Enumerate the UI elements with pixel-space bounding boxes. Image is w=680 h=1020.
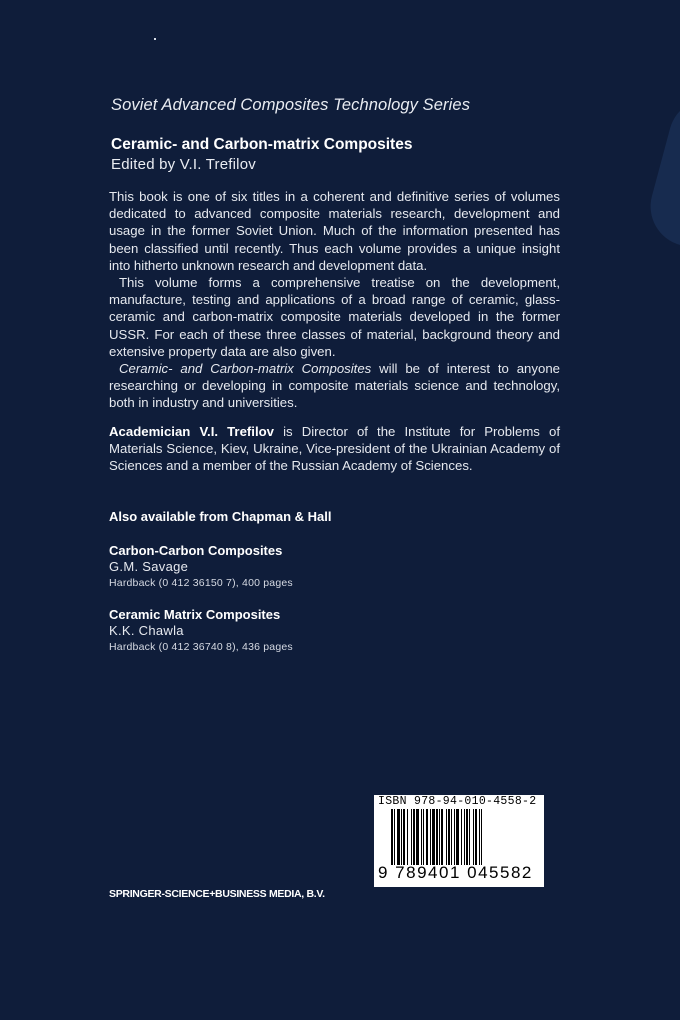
decorative-edge-shape xyxy=(642,90,680,250)
barcode-bar xyxy=(426,809,428,865)
related-book-title: Carbon-Carbon Composites xyxy=(109,543,283,558)
also-available-heading: Also available from Chapman & Hall xyxy=(109,509,332,524)
barcode-bar xyxy=(421,809,422,865)
barcode-bar xyxy=(454,809,455,865)
barcode-bar xyxy=(436,809,438,865)
about-editor xyxy=(109,423,560,475)
barcode-bar xyxy=(432,809,435,865)
barcode-bar xyxy=(397,809,400,865)
editor-bio: is Director of the Institute for Problems of Materials Science, Kiev, Ukraine, Vice-president of the Ukrainian Academy of Sciences and a member of the Russian Academy of Sciences. xyxy=(109,424,560,474)
barcode-bar xyxy=(391,809,393,865)
barcode-bar xyxy=(466,809,468,865)
barcode-bar xyxy=(416,809,419,865)
related-book-title: Ceramic Matrix Composites xyxy=(109,607,281,622)
barcode-bar xyxy=(407,809,408,865)
description xyxy=(109,188,560,412)
book-editor: Edited by V.I. Trefilov xyxy=(111,156,256,173)
barcode-bar xyxy=(448,809,450,865)
decorative-speck xyxy=(154,38,156,40)
publisher-imprint: SPRINGER-SCIENCE+BUSINESS MEDIA, B.V. xyxy=(109,888,325,900)
description-paragraph-3-text: will be of interest to anyone researching or developing in composite materials science and technology, both in industry and universities. xyxy=(109,361,560,411)
related-book-author: K.K. Chawla xyxy=(109,623,184,638)
barcode-bar xyxy=(430,809,431,865)
isbn-barcode xyxy=(374,795,544,887)
barcode-bar xyxy=(446,809,447,865)
series-title: Soviet Advanced Composites Technology Series xyxy=(111,96,471,114)
description-paragraph-1: This book is one of six titles in a coherent and definitive series of volumes dedicated to advanced composite materials research, development and usage in the former Soviet Union. Much of the information presented has been classified until recently. Thus each volume provides a unique insight into hitherto unknown research and development data. xyxy=(109,189,560,273)
barcode-bar xyxy=(456,809,459,865)
barcode-bar xyxy=(451,809,452,865)
isbn-label: ISBN 978-94-010-4558-2 xyxy=(378,795,537,808)
barcode-bar xyxy=(423,809,424,865)
description-italic-title: Ceramic- and Carbon-matrix Composites xyxy=(119,361,372,377)
barcode-bar xyxy=(469,809,470,865)
barcode-bar xyxy=(475,809,477,865)
barcode-bar xyxy=(413,809,415,865)
barcode-bar xyxy=(401,809,402,865)
related-book-info: Hardback (0 412 36740 8), 436 pages xyxy=(109,641,293,653)
barcode-bar xyxy=(439,809,440,865)
barcode-bar xyxy=(481,809,482,865)
editor-name: Academician V.I. Trefilov xyxy=(109,424,275,439)
barcode-bar xyxy=(394,809,395,865)
description-paragraph-2: This volume forms a comprehensive treatise on the development, manufacture, testing and applications of a broad range of ceramic, glass-ceramic and carbon-matrix composite materials developed in the former USSR. For each of these three classes of material, background theory and extensive property data are also given. xyxy=(109,275,560,359)
barcode-bar xyxy=(461,809,462,865)
related-book-info: Hardback (0 412 36150 7), 400 pages xyxy=(109,577,293,589)
barcode-digits: 9 789401 045582 xyxy=(378,863,533,882)
book-title: Ceramic- and Carbon-matrix Composites xyxy=(111,136,413,153)
barcode-bars xyxy=(391,809,541,865)
related-book-author: G.M. Savage xyxy=(109,559,189,574)
barcode-bar xyxy=(441,809,443,865)
description-paragraph-3 xyxy=(109,360,560,412)
barcode-bar xyxy=(473,809,474,865)
barcode-bar xyxy=(411,809,412,865)
barcode-bar xyxy=(464,809,465,865)
barcode-bar xyxy=(403,809,405,865)
related-book xyxy=(109,542,293,591)
barcode-bar xyxy=(479,809,480,865)
related-book xyxy=(109,606,293,655)
